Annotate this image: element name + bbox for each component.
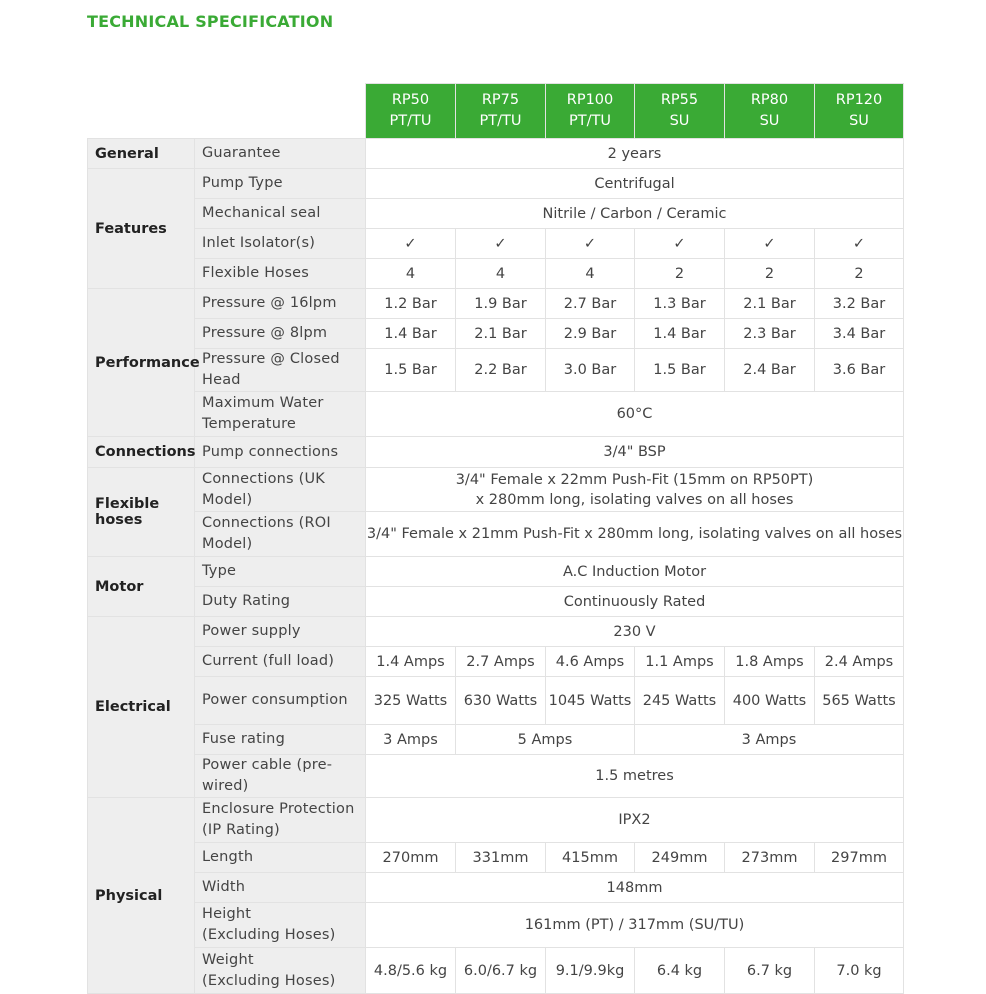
check-icon: ✓ [815,229,904,259]
row-value: Nitrile / Carbon / Ceramic [366,199,904,229]
row-label: Power consumption [195,677,366,725]
row-label: Pressure @ 16lpm [195,289,366,319]
cell-value: 415mm [546,843,635,873]
table-row [88,259,904,289]
row-label: Height (Excluding Hoses) [195,903,366,948]
cell-value: 3.4 Bar [815,319,904,349]
cell-value: 1.5 Bar [635,349,725,392]
cell-value: 2.4 Amps [815,647,904,677]
model-header: RP75 PT/TU [456,84,546,139]
cell-value: 1.2 Bar [366,289,456,319]
model-header: RP55 SU [635,84,725,139]
row-label: Mechanical seal [195,199,366,229]
table-row [88,169,904,199]
category-performance: Performance [88,289,195,437]
cell-value: 565 Watts [815,677,904,725]
cell-value: 297mm [815,843,904,873]
cell-value: 400 Watts [725,677,815,725]
cell-value: 249mm [635,843,725,873]
row-label: Fuse rating [195,725,366,755]
table-row [88,349,904,392]
row-label: Pump Type [195,169,366,199]
check-icon: ✓ [635,229,725,259]
cell-value: 1.4 Bar [366,319,456,349]
spec-table [87,83,904,994]
row-label: Connections (ROI Model) [195,512,366,557]
row-label: Power supply [195,617,366,647]
table-row [88,798,904,843]
row-value: Centrifugal [366,169,904,199]
cell-value: 9.1/9.9kg [546,948,635,994]
cell-value: 6.7 kg [725,948,815,994]
cell-value: 1.8 Amps [725,647,815,677]
row-label: Power cable (pre-wired) [195,755,366,798]
cell-value: 2.7 Bar [546,289,635,319]
cell-value: 5 Amps [456,725,635,755]
cell-value: 2 [635,259,725,289]
row-value: 3/4" Female x 21mm Push-Fit x 280mm long, isolating valves on all hoses [366,512,904,557]
table-row [88,289,904,319]
category-electrical: Electrical [88,617,195,798]
table-row [88,199,904,229]
table-row [88,617,904,647]
cell-value: 273mm [725,843,815,873]
row-label: Width [195,873,366,903]
header-row [88,84,904,139]
cell-value: 6.0/6.7 kg [456,948,546,994]
row-value: Continuously Rated [366,587,904,617]
cell-value: 3 Amps [366,725,456,755]
model-header: RP80 SU [725,84,815,139]
cell-value: 331mm [456,843,546,873]
row-label: Length [195,843,366,873]
table-row [88,755,904,798]
model-header: RP120 SU [815,84,904,139]
category-features: Features [88,169,195,289]
row-label: Connections (UK Model) [195,468,366,512]
table-row [88,139,904,169]
cell-value: 2.1 Bar [456,319,546,349]
row-label: Type [195,557,366,587]
row-value: IPX2 [366,798,904,843]
table-row [88,647,904,677]
table-row [88,725,904,755]
row-label: Guarantee [195,139,366,169]
category-motor: Motor [88,557,195,617]
row-label: Weight (Excluding Hoses) [195,948,366,994]
row-label: Current (full load) [195,647,366,677]
table-row [88,512,904,557]
cell-value: 1045 Watts [546,677,635,725]
table-row [88,557,904,587]
cell-value: 2.4 Bar [725,349,815,392]
cell-value: 1.1 Amps [635,647,725,677]
table-row [88,437,904,468]
table-row [88,903,904,948]
cell-value: 3.2 Bar [815,289,904,319]
row-value: 161mm (PT) / 317mm (SU/TU) [366,903,904,948]
page-title: TECHNICAL SPECIFICATION [87,12,334,31]
row-value: 60°C [366,392,904,437]
cell-value: 1.3 Bar [635,289,725,319]
cell-value: 2.1 Bar [725,289,815,319]
cell-value: 2.2 Bar [456,349,546,392]
cell-value: 2.9 Bar [546,319,635,349]
cell-value: 325 Watts [366,677,456,725]
table-row [88,468,904,512]
model-header: RP50 PT/TU [366,84,456,139]
cell-value: 245 Watts [635,677,725,725]
cell-value: 3 Amps [635,725,904,755]
category-connections: Connections [88,437,195,468]
table-row [88,677,904,725]
row-label: Inlet Isolator(s) [195,229,366,259]
cell-value: 3.0 Bar [546,349,635,392]
cell-value: 3.6 Bar [815,349,904,392]
table-row [88,948,904,994]
cell-value: 270mm [366,843,456,873]
row-label: Enclosure Protection (IP Rating) [195,798,366,843]
row-label: Pump connections [195,437,366,468]
row-value: 148mm [366,873,904,903]
cell-value: 4 [546,259,635,289]
row-value: A.C Induction Motor [366,557,904,587]
row-label: Pressure @ Closed Head [195,349,366,392]
table-row [88,587,904,617]
cell-value: 4.6 Amps [546,647,635,677]
row-value: 230 V [366,617,904,647]
table-row [88,843,904,873]
table-row [88,319,904,349]
row-label: Maximum Water Temperature [195,392,366,437]
row-value: 3/4" Female x 22mm Push-Fit (15mm on RP50PT) x 280mm long, isolating valves on all hoses [366,468,904,512]
check-icon: ✓ [456,229,546,259]
table-row [88,392,904,437]
cell-value: 4 [456,259,546,289]
model-header: RP100 PT/TU [546,84,635,139]
cell-value: 1.5 Bar [366,349,456,392]
category-general: General [88,139,195,169]
table-row [88,229,904,259]
cell-value: 2.7 Amps [456,647,546,677]
cell-value: 2.3 Bar [725,319,815,349]
cell-value: 1.9 Bar [456,289,546,319]
cell-value: 6.4 kg [635,948,725,994]
cell-value: 4 [366,259,456,289]
category-physical: Physical [88,798,195,994]
row-value: 1.5 metres [366,755,904,798]
table-row [88,873,904,903]
row-label: Pressure @ 8lpm [195,319,366,349]
category-flexible-hoses: Flexible hoses [88,468,195,557]
cell-value: 2 [725,259,815,289]
cell-value: 2 [815,259,904,289]
row-value: 3/4" BSP [366,437,904,468]
row-value: 2 years [366,139,904,169]
cell-value: 630 Watts [456,677,546,725]
row-label: Flexible Hoses [195,259,366,289]
cell-value: 7.0 kg [815,948,904,994]
check-icon: ✓ [546,229,635,259]
check-icon: ✓ [725,229,815,259]
check-icon: ✓ [366,229,456,259]
cell-value: 4.8/5.6 kg [366,948,456,994]
row-label: Duty Rating [195,587,366,617]
cell-value: 1.4 Bar [635,319,725,349]
cell-value: 1.4 Amps [366,647,456,677]
